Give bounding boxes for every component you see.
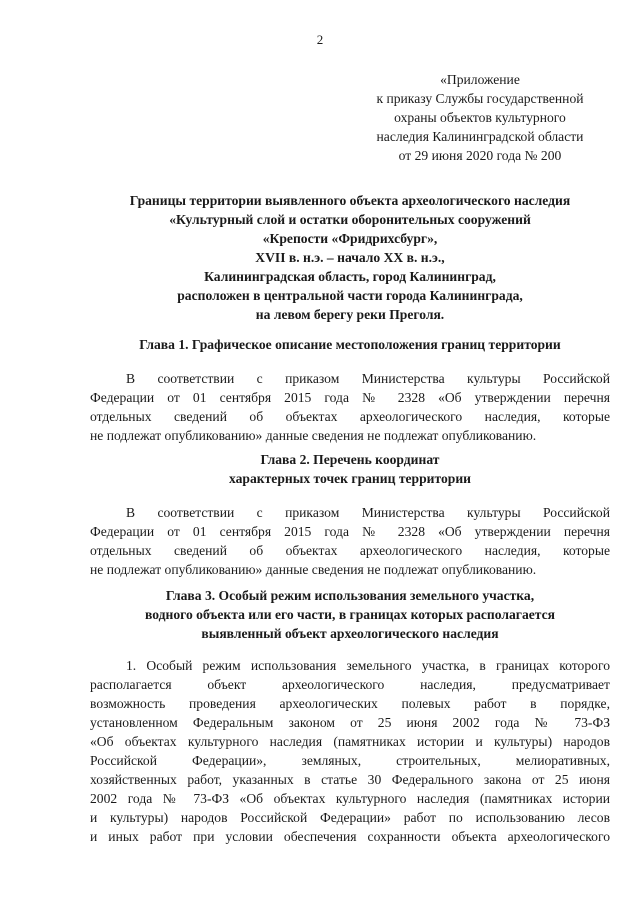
appendix-header bbox=[350, 70, 610, 165]
paragraph-line: не подлежат опубликованию» данные сведения не подлежат опубликованию. bbox=[90, 428, 537, 443]
paragraph-line: Российской Федерации», земляных, строительных, мелиоративных, bbox=[90, 753, 610, 768]
paragraph-line: возможность проведения археологических полевых работ в порядке, bbox=[90, 696, 610, 711]
chapter-1-heading bbox=[90, 335, 610, 354]
paragraph-line: хозяйственных работ, указанных в статье 30 Федерального закона от 25 июня bbox=[90, 772, 610, 787]
document-title bbox=[90, 191, 610, 324]
title-line: на левом берегу реки Преголя. bbox=[255, 307, 445, 322]
paragraph-line: располагается объект археологического наследия, предусматривает bbox=[90, 677, 610, 692]
paragraph-line: 2002 года № 73-ФЗ «Об объектах культурного наследия (памятниках истории bbox=[90, 791, 610, 806]
paragraph-line: Федерации от 01 сентября 2015 года № 2328 «Об утверждении перечня bbox=[90, 524, 610, 539]
appendix-line: от 29 июня 2020 года № 200 bbox=[398, 148, 562, 163]
heading-line: водного объекта или его части, в границах которых располагается bbox=[144, 607, 556, 622]
paragraph-line: не подлежат опубликованию» данные сведения не подлежат опубликованию. bbox=[90, 562, 537, 577]
paragraph-line: В соответствии с приказом Министерства культуры Российской bbox=[126, 505, 610, 520]
title-line: расположен в центральной части города Калининграда, bbox=[177, 288, 523, 303]
paragraph-line: отдельных сведений об объектах археологического наследия, которые bbox=[90, 409, 610, 424]
title-line: «Крепости «Фридрихсбург», bbox=[262, 231, 438, 246]
appendix-line: охраны объектов культурного bbox=[394, 110, 566, 125]
appendix-line: наследия Калининградской области bbox=[376, 129, 584, 144]
chapter-3-heading bbox=[90, 586, 610, 643]
heading-line: выявленный объект археологического наследия bbox=[201, 626, 499, 641]
heading-line: характерных точек границ территории bbox=[229, 471, 471, 486]
paragraph-line: отдельных сведений об объектах археологического наследия, которые bbox=[90, 543, 610, 558]
title-line: XVII в. н.э. – начало XX в. н.э., bbox=[255, 250, 445, 265]
chapter-3-paragraph bbox=[90, 656, 610, 846]
paragraph-line: «Об объектах культурного наследия (памятниках истории и культуры) народов bbox=[90, 734, 610, 749]
chapter-2-paragraph bbox=[90, 503, 610, 579]
title-line: Калининградская область, город Калининград, bbox=[204, 269, 496, 284]
paragraph-line: 1. Особый режим использования земельного участка, в границах которого bbox=[126, 658, 610, 673]
paragraph-line: и иных работ при условии обеспечения сохранности объекта археологического bbox=[90, 829, 610, 844]
title-line: «Культурный слой и остатки оборонительных сооружений bbox=[169, 212, 531, 227]
page-number: 2 bbox=[316, 32, 324, 47]
heading-line: Глава 1. Графическое описание местоположения границ территории bbox=[139, 337, 561, 352]
appendix-line: к приказу Службы государственной bbox=[376, 91, 584, 106]
title-line: Границы территории выявленного объекта археологического наследия bbox=[129, 193, 571, 208]
paragraph-line: и культуры) народов Российской Федерации» работ по использованию лесов bbox=[90, 810, 610, 825]
chapter-2-heading bbox=[90, 450, 610, 488]
heading-line: Глава 3. Особый режим использования земельного участка, bbox=[165, 588, 535, 603]
paragraph-line: В соответствии с приказом Министерства культуры Российской bbox=[126, 371, 610, 386]
appendix-line: «Приложение bbox=[440, 72, 520, 87]
heading-line: Глава 2. Перечень координат bbox=[260, 452, 440, 467]
paragraph-line: Федерации от 01 сентября 2015 года № 2328 «Об утверждении перечня bbox=[90, 390, 610, 405]
paragraph-line: установленном Федеральным законом от 25 июня 2002 года № 73-ФЗ bbox=[90, 715, 610, 730]
chapter-1-paragraph bbox=[90, 369, 610, 445]
